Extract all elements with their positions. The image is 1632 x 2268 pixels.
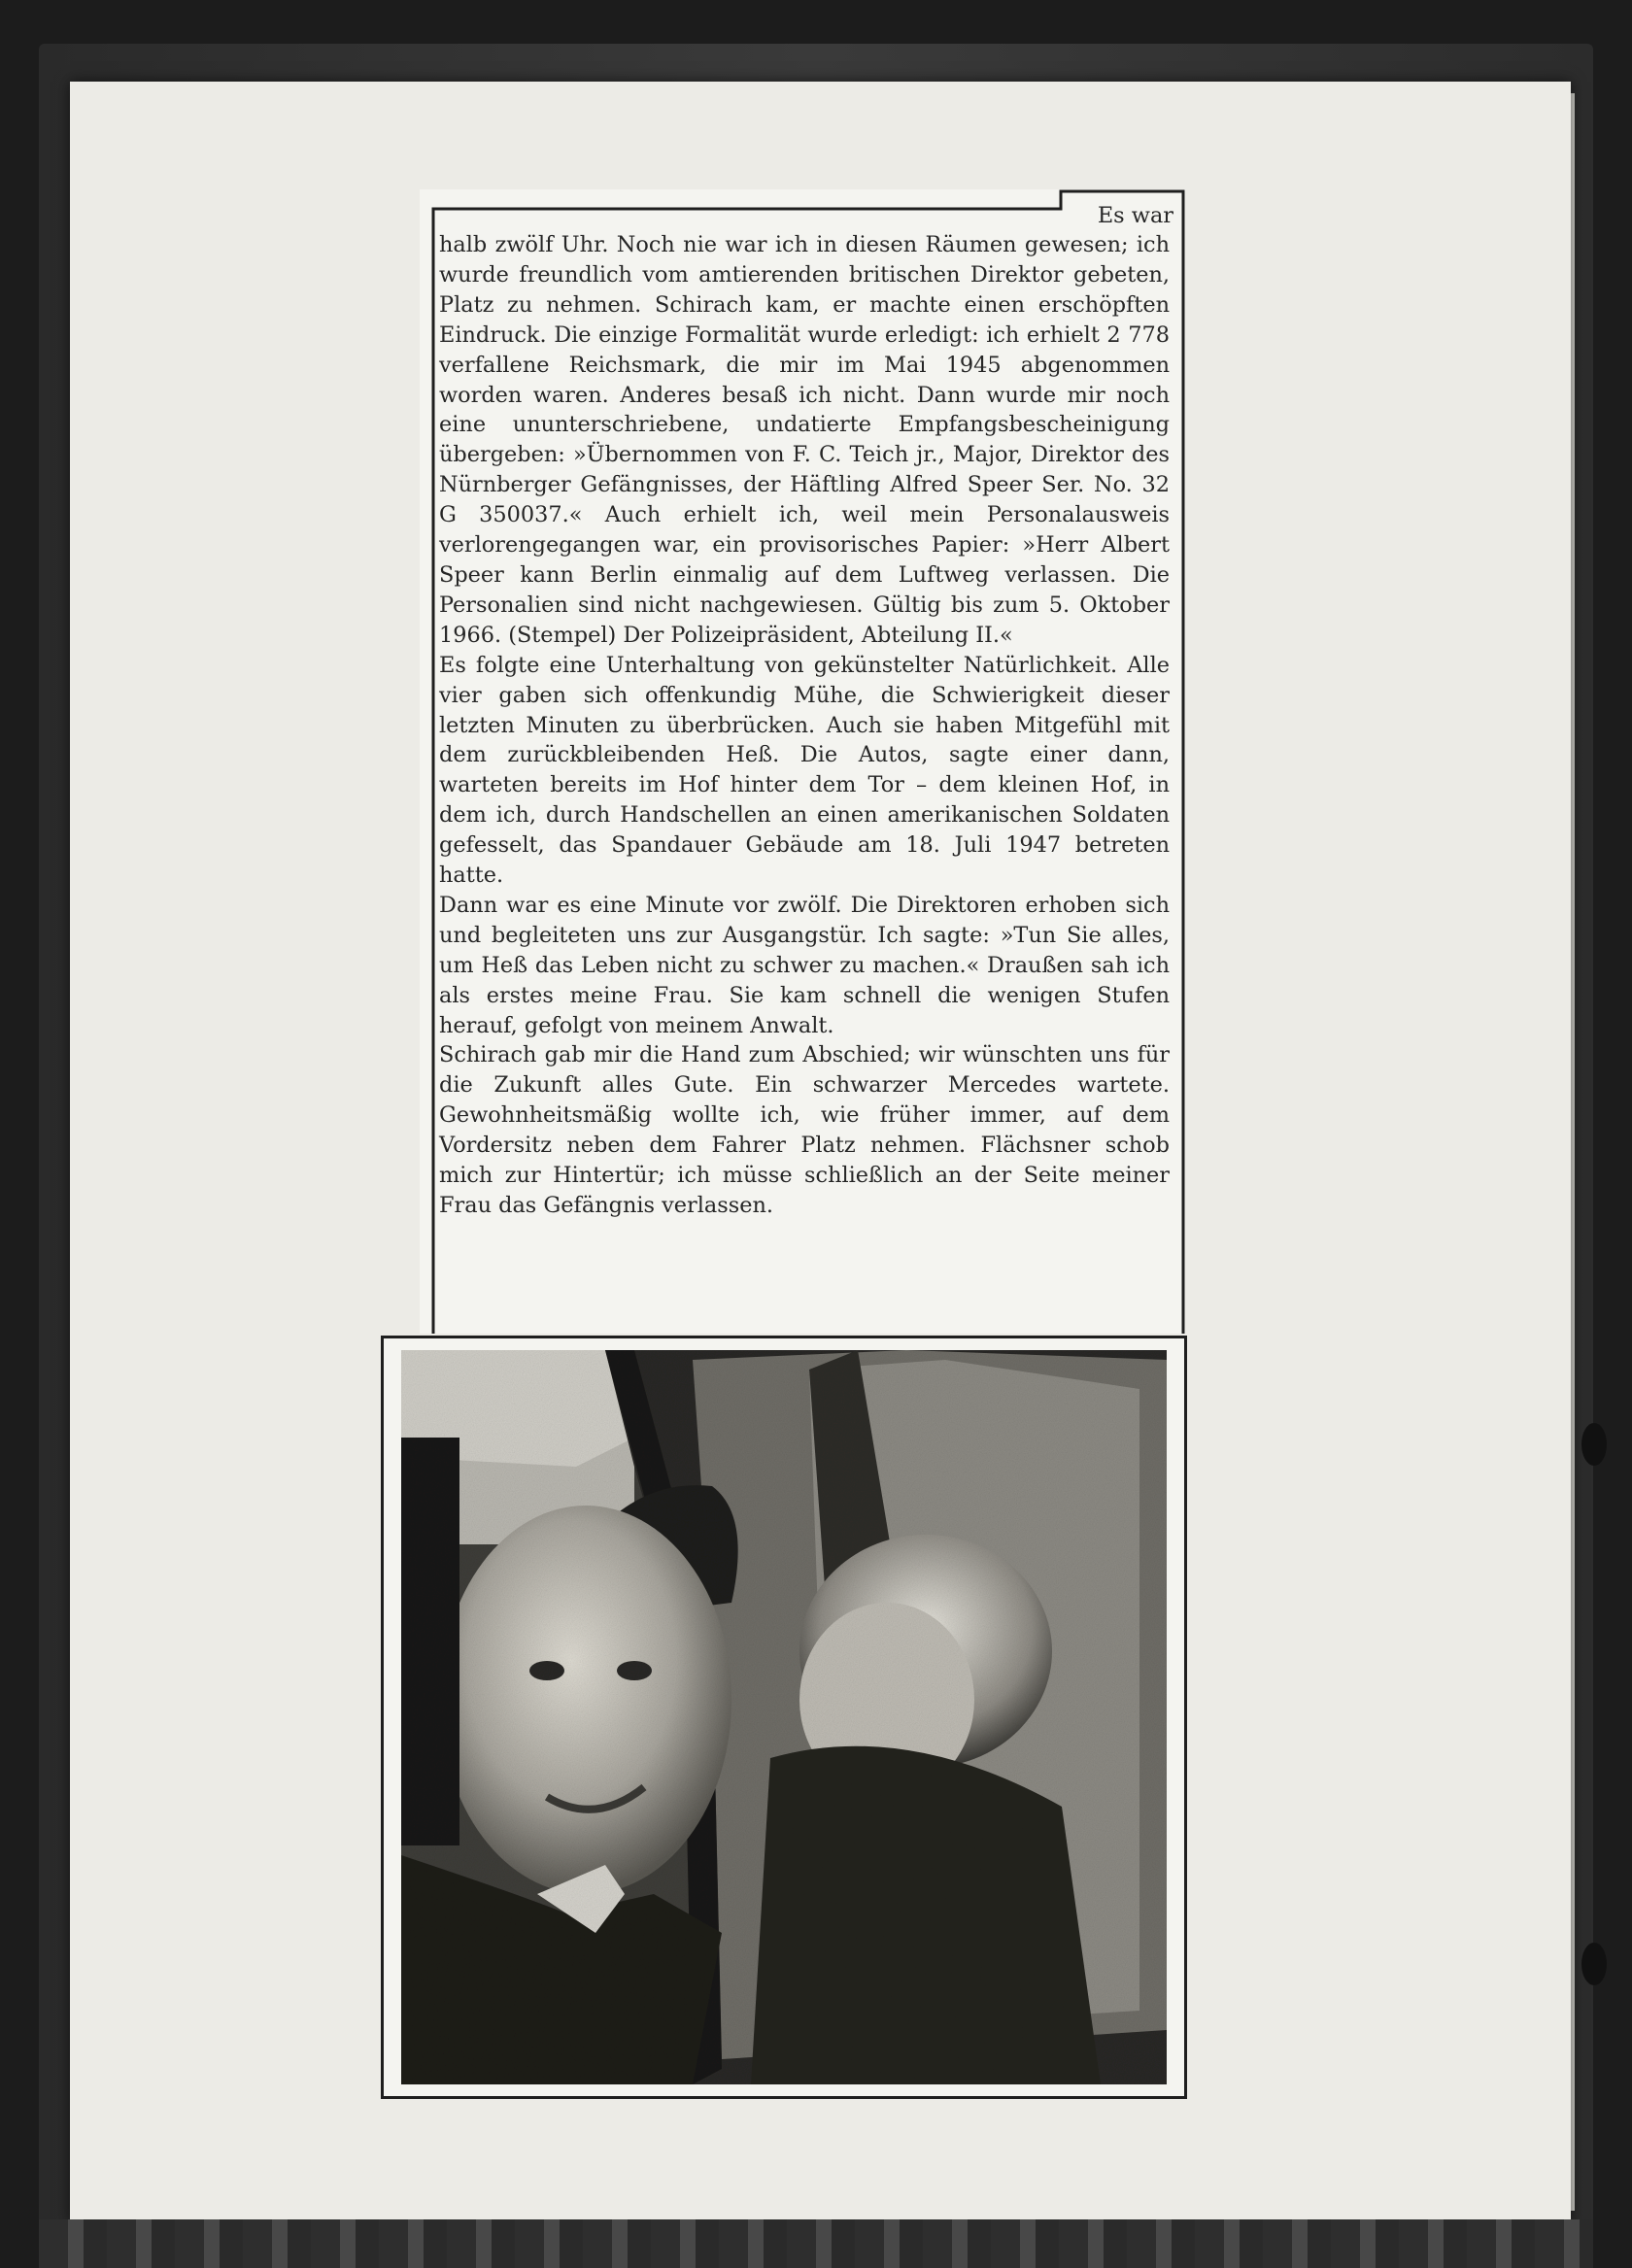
photo-clipping	[381, 1336, 1187, 2099]
article-paragraph: halb zwölf Uhr. Noch nie war ich in diesen Räumen gewesen; ich wurde freundlich vom amtierenden britischen Direktor gebeten, Platz zu nehmen. Schirach kam, er machte einen erschöpften Eindruck. Die einzige Formalität wurde erledigt: ich erhielt 2 778 verfallene Reichsmark, die mir im Mai 1945 abgenommen worden waren. Anderes besaß ich nicht. Dann wurde mir noch eine ununterschriebene, undatierte Empfangsbescheinigung übergeben: »Übernommen von F. C. Teich jr., Major, Direktor des Nürnberger Gefängnisses, der Häftling Alfred Speer Ser. No. 32 G 350037.« Auch erhielt ich, weil mein Personalausweis verlorengegangen war, ein provisorisches Papier: »Herr Albert Speer kann Berlin einmalig auf dem Luftweg verlassen. Die Personalien sind nicht nachgewiesen. Gültig bis zum 5. Oktober 1966. (Stempel) Der Polizeipräsident, Abteilung II.«	[439, 232, 1170, 648]
article-paragraph: Schirach gab mir die Hand zum Abschied; wir wünschten uns für die Zukunft alles Gute. Ein schwarzer Mercedes wartete. Gewohnheitsmäßig wollte ich, wie früher immer, auf dem Vordersitz neben dem Fahrer Platz nehmen. Flächsner schob mich zur Hintertür; ich müsse schließlich an der Seite meiner Frau das Gefängnis verlassen.	[439, 1042, 1170, 1218]
article-first-line: Es war	[1097, 203, 1173, 228]
sleeve-bottom-strip	[39, 2219, 1593, 2268]
press-photo-car-window-icon	[401, 1350, 1167, 2084]
punch-hole-top	[1581, 1423, 1607, 1466]
article-paragraph: Dann war es eine Minute vor zwölf. Die Direktoren erhoben sich und begleiteten uns zur Ausgangstür. Ich sagte: »Tun Sie alles, um Heß das Leben nicht zu schwer zu machen.« Draußen sah ich als erstes meine Frau. Sie kam schnell die wenigen Stufen herauf, gefolgt von meinem Anwalt.	[439, 892, 1170, 1038]
text-clipping	[420, 189, 1185, 1334]
press-photo	[401, 1350, 1167, 2084]
punch-hole-bottom	[1581, 1943, 1607, 1985]
article-paragraph: Es folgte eine Unterhaltung von gekünstelter Natürlichkeit. Alle vier gaben sich offenkundig Mühe, die Schwierigkeit dieser letzten Minuten zu überbrücken. Auch sie haben Mitgefühl mit dem zurückbleibenden Heß. Die Autos, sagte einer dann, warteten bereits im Hof hinter dem Tor – dem kleinen Hof, in dem ich, durch Handschellen an einen amerikanischen Soldaten gefesselt, das Spandauer Gebäude am 18. Juli 1947 betreten hatte.	[439, 652, 1170, 889]
article-text	[439, 201, 1173, 1221]
